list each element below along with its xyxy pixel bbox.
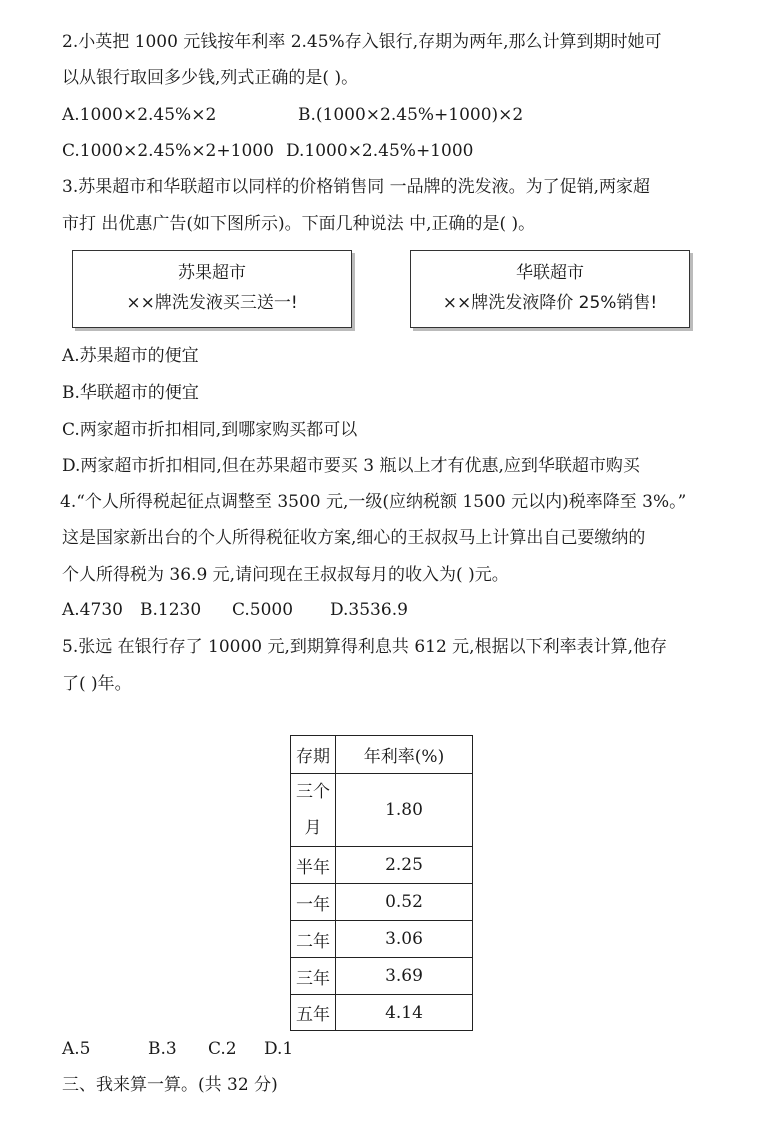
q4-line-2: 这是国家新出台的个人所得税征收方案,细心的王叔叔马上计算出自己要缴纳的 — [62, 528, 646, 548]
suguo-ad-slogan: ××牌洗发液买三送一! — [126, 293, 298, 313]
hualian-ad-name: 华联超市 — [516, 263, 584, 283]
rate-cell: 4.14 — [336, 995, 473, 1031]
rate-cell: 2.25 — [336, 847, 473, 884]
interest-rate-table — [290, 735, 473, 1031]
suguo-ad-name: 苏果超市 — [178, 263, 246, 283]
q5-line-2: 了( )年。 — [62, 674, 132, 694]
rate-cell: 1.80 — [336, 774, 473, 847]
hualian-ad-slogan: ××牌洗发液降价 25%销售! — [442, 293, 658, 313]
q3-line-2: 市打 出优惠广告(如下图所示)。下面几种说法 中,正确的是( )。 — [62, 214, 536, 234]
header-rate: 年利率(%) — [336, 736, 473, 774]
rate-cell: 0.52 — [336, 884, 473, 921]
q2-option-b: B.(1000×2.45%+1000)×2 — [298, 105, 524, 125]
term-cell: 半年 — [291, 847, 336, 884]
term-cell: 三个月 — [291, 774, 336, 847]
suguo-ad-box — [72, 250, 352, 328]
q3-line-1: 3.苏果超市和华联超市以同样的价格销售同 一品牌的洗发液。为了促销,两家超 — [62, 177, 651, 197]
q2-line-1: 2.小英把 1000 元钱按年利率 2.45%存入银行,存期为两年,那么计算到期时她可 — [62, 32, 662, 52]
q5-option-c: C.2 — [208, 1039, 237, 1059]
term-cell: 三年 — [291, 958, 336, 995]
hualian-ad-box — [410, 250, 690, 328]
section-3-heading: 三、我来算一算。(共 32 分) — [62, 1075, 278, 1095]
table-row — [291, 847, 473, 884]
q4-line-3: 个人所得税为 36.9 元,请问现在王叔叔每月的收入为( )元。 — [62, 565, 509, 585]
table-row — [291, 958, 473, 995]
q2-option-d: D.1000×2.45%+1000 — [286, 141, 474, 161]
q3-option-d: D.两家超市折扣相同,但在苏果超市要买 3 瓶以上才有优惠,应到华联超市购买 — [62, 456, 640, 476]
q4-line-1: 4.“个人所得税起征点调整至 3500 元,一级(应纳税额 1500 元以内)税率降至 3%。” — [60, 492, 687, 512]
q2-line-2: 以从银行取回多少钱,列式正确的是( )。 — [62, 68, 359, 88]
q2-option-c: C.1000×2.45%×2+1000 — [62, 141, 274, 161]
q5-option-d: D.1 — [264, 1039, 294, 1059]
q4-option-a: A.4730 — [62, 600, 123, 620]
term-cell: 五年 — [291, 995, 336, 1031]
term-cell: 二年 — [291, 921, 336, 958]
rate-cell: 3.06 — [336, 921, 473, 958]
q3-option-b: B.华联超市的便宜 — [62, 383, 199, 403]
table-row — [291, 884, 473, 921]
q4-option-b: B.1230 — [140, 600, 202, 620]
q3-option-c: C.两家超市折扣相同,到哪家购买都可以 — [62, 420, 358, 440]
q5-line-1: 5.张远 在银行存了 10000 元,到期算得利息共 612 元,根据以下利率表计算,他存 — [62, 637, 667, 657]
q2-option-a: A.1000×2.45%×2 — [62, 105, 217, 125]
table-row — [291, 774, 473, 847]
q4-option-d: D.3536.9 — [330, 600, 408, 620]
table-row — [291, 921, 473, 958]
q3-option-a: A.苏果超市的便宜 — [62, 346, 199, 366]
rate-cell: 3.69 — [336, 958, 473, 995]
q5-option-b: B.3 — [148, 1039, 177, 1059]
term-cell: 一年 — [291, 884, 336, 921]
table-header-row — [291, 736, 473, 774]
q5-option-a: A.5 — [62, 1039, 91, 1059]
table-row — [291, 995, 473, 1031]
header-term: 存期 — [291, 736, 336, 774]
q4-option-c: C.5000 — [232, 600, 294, 620]
